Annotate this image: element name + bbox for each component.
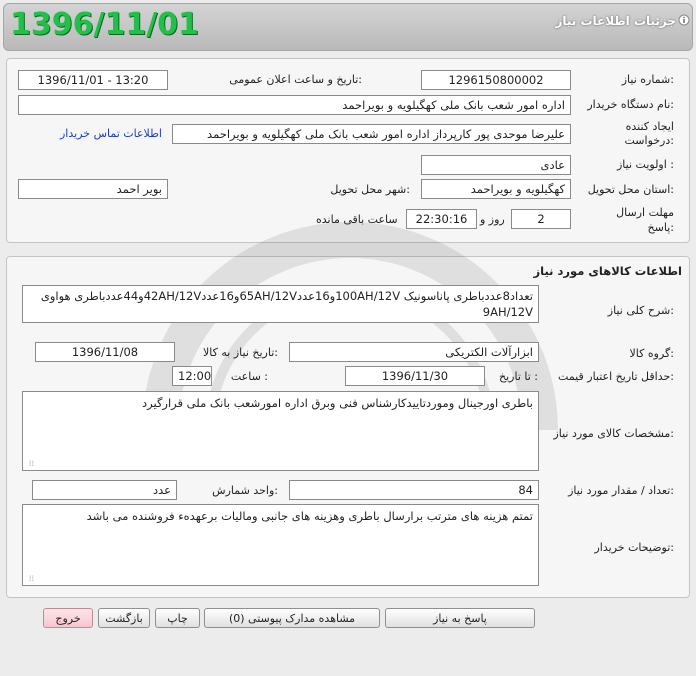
summary-label: شرح کلی نیاز: (607, 304, 674, 317)
print-button[interactable]: چاپ (155, 608, 200, 628)
city-field: بویر احمد (18, 179, 168, 199)
group-field: ابزارآلات الکتریکی (289, 342, 539, 362)
unit-label: واحد شمارش: (212, 484, 278, 497)
notes-field (22, 504, 539, 586)
until-date-field: 1396/11/30 (345, 366, 485, 386)
specs-label: مشخصات کالای مورد نیاز: (553, 427, 674, 440)
until-date-label: تا تاریخ : (499, 370, 538, 383)
time-left-field: 22:30:16 (406, 209, 477, 229)
hour-field: 12:00 (172, 366, 212, 386)
days-label: روز و (480, 213, 505, 226)
resize-grip-icon[interactable]: ⁞⁞ (28, 574, 34, 583)
deadline-label-line1: مهلت ارسال (616, 206, 674, 219)
buyer-org-label: نام دستگاه خریدار: (587, 98, 674, 111)
buyer-contact-link[interactable]: اطلاعات تماس خریدار (60, 127, 162, 140)
province-field: کهگیلویه و بویراحمد (421, 179, 571, 199)
priority-field: عادی (421, 155, 571, 175)
province-label: استان محل تحویل: (587, 183, 674, 196)
qty-label: تعداد / مقدار مورد نیاز: (568, 484, 674, 497)
buyer-org-field: اداره امور شعب بانک ملی کهگیلویه و بویراحمد (18, 95, 571, 115)
notes-text: تمتم هزینه های مترتب برارسال باطری وهزینه های جانبی ومالیات برعهدهء فروشنده می باشد (86, 509, 533, 523)
creator-label-line2: درخواست: (624, 134, 674, 147)
resize-grip-icon[interactable]: ⁞⁞ (28, 459, 34, 468)
deadline-label-line2: پاسخ: (647, 221, 674, 234)
info-icon (678, 14, 690, 26)
exit-button[interactable]: خروج (43, 608, 93, 628)
creator-field: علیرضا موحدی پور کارپرداز اداره امور شعب بانک ملی کهگیلویه و بویراحمد (172, 124, 571, 144)
specs-text: باطری اورجینال وموردتاییدکارشناس فنی وبرق اداره امورشعب بانک ملی قرارگیرد (142, 396, 533, 410)
back-button[interactable]: بازگشت (98, 608, 150, 628)
city-label: شهر محل تحویل: (330, 183, 410, 196)
need-date-field: 1396/11/08 (35, 342, 175, 362)
qty-field: 84 (289, 480, 539, 500)
priority-label: اولویت نیاز : (616, 158, 674, 171)
hour-label: ساعت : (230, 370, 268, 383)
notes-label: توضیحات خریدار: (594, 541, 674, 554)
creator-label-line1: ایجاد کننده (625, 120, 674, 133)
group-label: گروه کالا: (629, 347, 674, 360)
header-date: 1396/11/01 (10, 7, 199, 42)
announce-field: 1396/11/01 - 13:20 (18, 70, 168, 90)
attachments-button[interactable]: مشاهده مدارک پیوستی (0) (204, 608, 380, 628)
need-date-label: تاریخ نیاز به کالا: (203, 346, 278, 359)
need-number-field: 1296150800002 (421, 70, 571, 90)
announce-label: تاریخ و ساعت اعلان عمومی: (229, 73, 362, 86)
time-left-label: ساعت باقی مانده (316, 213, 398, 226)
days-left-field: 2 (511, 209, 571, 229)
need-number-label: شماره نیاز: (621, 73, 674, 86)
goods-section-title: اطلاعات کالاهای مورد نیاز (533, 264, 682, 278)
reply-button[interactable]: پاسخ به نیاز (385, 608, 535, 628)
unit-field: عدد (32, 480, 177, 500)
page-title: جزئیات اطلاعات نیاز (555, 14, 676, 28)
summary-field: تعداد8عددباطری پاناسونیک 100AH/12Vو16عدد65AH/12Vو16عدد42AH/12Vو44عددباطری هواوی 9AH/12V (22, 285, 539, 323)
min-price-date-label: حداقل تاریخ اعتبار قیمت: (558, 370, 674, 383)
specs-field (22, 391, 539, 471)
